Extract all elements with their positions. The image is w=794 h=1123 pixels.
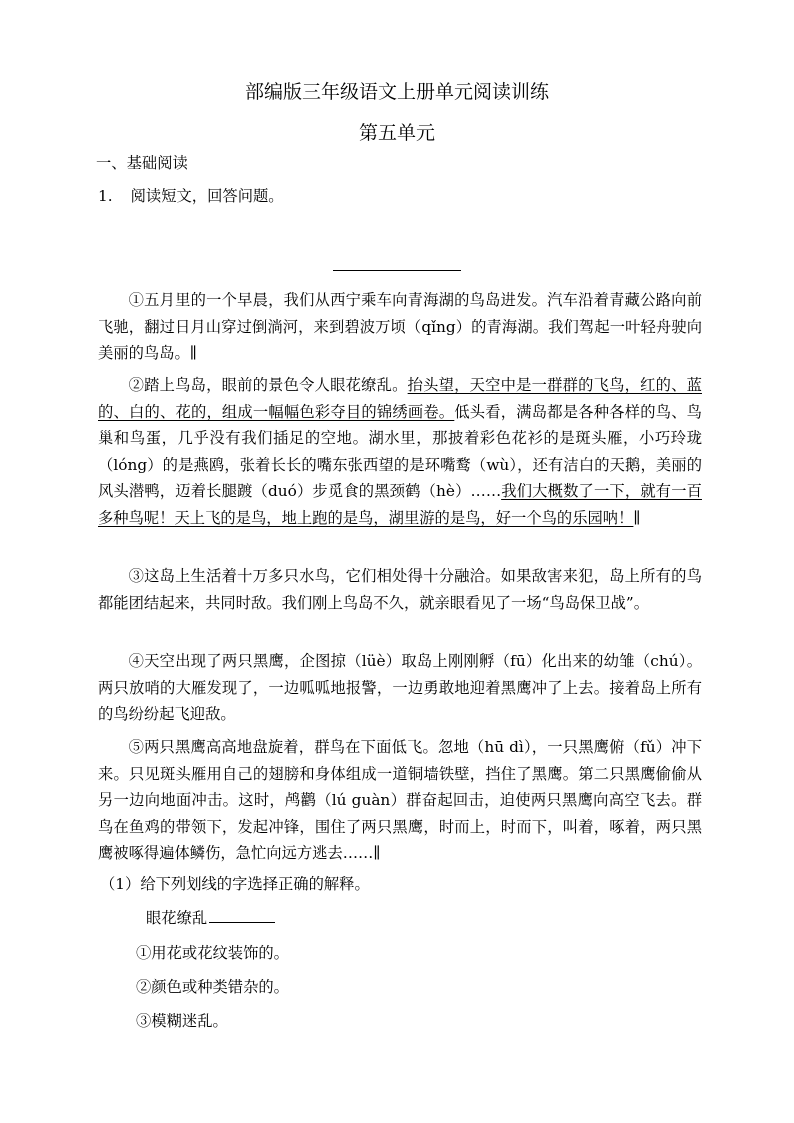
paragraph-4: ④天空出现了两只黑鹰，企图掠（lüè）取岛上刚刚孵（fū）化出来的幼雏（chú）。两只放哨的大雁发现了，一边呱呱地报警，一边勇敢地迎着黑鹰冲了上去。接着岛上所有的鸟纷纷起飞迎敌。 bbox=[98, 652, 702, 723]
passage-title-blank bbox=[333, 270, 461, 271]
section-heading: 一、基础阅读 bbox=[96, 154, 188, 172]
subquestion-word-line bbox=[146, 908, 275, 928]
option-3: ③模糊迷乱。 bbox=[136, 1012, 228, 1030]
paragraph-2-end-mark: ∥ bbox=[633, 508, 641, 527]
paragraph-1: ①五月里的一个早晨，我们从西宁乘车向青海湖的鸟岛进发。汽车沿着青藏公路向前飞驰，翻过日月山穿过倒淌河，来到碧波万顷（qǐng）的青海湖。我们驾起一叶轻舟驶向美丽的鸟岛。∥ bbox=[98, 291, 702, 362]
subquestion-label: （1）给下列划线的字选择正确的解释。 bbox=[100, 875, 370, 893]
paragraph-2-text-b: 低头看，满岛都是各种各样的鸟、鸟巢和鸟蛋，几乎没有我们插足的空地。湖水里，那披着彩色花衫的是斑头雁，小巧玲珑（lóng）的是燕鸥，张着长长的嘴东张西望的是环嘴鹜（wù），还有洁白的天鹅，美丽的风头潜鸭，迈着长腿踱（duó）步觅食的黑颈鹤（hè）…… bbox=[98, 402, 702, 500]
paragraph-2-text-a: ②踏上鸟岛，眼前的景色令人眼花缭乱。 bbox=[128, 376, 408, 394]
answer-blank[interactable] bbox=[209, 908, 275, 923]
subquestion-word: 眼花缭乱 bbox=[146, 909, 208, 927]
question-1 bbox=[98, 186, 284, 206]
unit-title: 第五单元 bbox=[358, 122, 435, 144]
question-number: 1. bbox=[98, 187, 113, 205]
question-text: 阅读短文，回答问题。 bbox=[130, 187, 284, 205]
paragraph-2-underline-1: 抬头望，天空中是一群群的飞鸟，红的、蓝的、白的、花的，组成一幅幅色彩夺目的锦绣画卷。 bbox=[98, 376, 702, 421]
paragraph-2-underline-2: 我们大概数了一下，就有一百多种鸟呢！天上飞的是鸟，地上跑的是鸟，湖里游的是鸟，好一个鸟的乐园呐！ bbox=[98, 482, 702, 527]
paragraph-5: ⑤两只黑鹰高高地盘旋着，群鸟在下面低飞。忽地（hū dì），一只黑鹰俯（fǔ）冲下来。只见斑头雁用自己的翅膀和身体组成一道铜墙铁壁，挡住了黑鹰。第二只黑鹰偷偷从另一边向地面冲击。这时，鸬鹳（lú guàn）群奋起回击，迫使两只黑鹰向高空飞去。群鸟在鱼鸡的带领下，发起冲锋，围住了两只黑鹰，时而上，时而下，叫着，啄着，两只黑鹰被啄得遍体鳞伤，急忙向远方逃去……∥ bbox=[98, 738, 702, 862]
document-title: 部编版三年级语文上册单元阅读训练 bbox=[244, 81, 549, 103]
paragraph-2 bbox=[98, 372, 702, 531]
option-2: ②颜色或种类错杂的。 bbox=[136, 978, 289, 996]
option-1: ①用花或花纹装饰的。 bbox=[136, 944, 289, 962]
paragraph-3: ③这岛上生活着十万多只水鸟，它们相处得十分融洽。如果敌害来犯，岛上所有的鸟都能团结起来，共同时敌。我们刚上鸟岛不久，就亲眼看见了一场“鸟岛保卫战”。 bbox=[98, 567, 702, 612]
